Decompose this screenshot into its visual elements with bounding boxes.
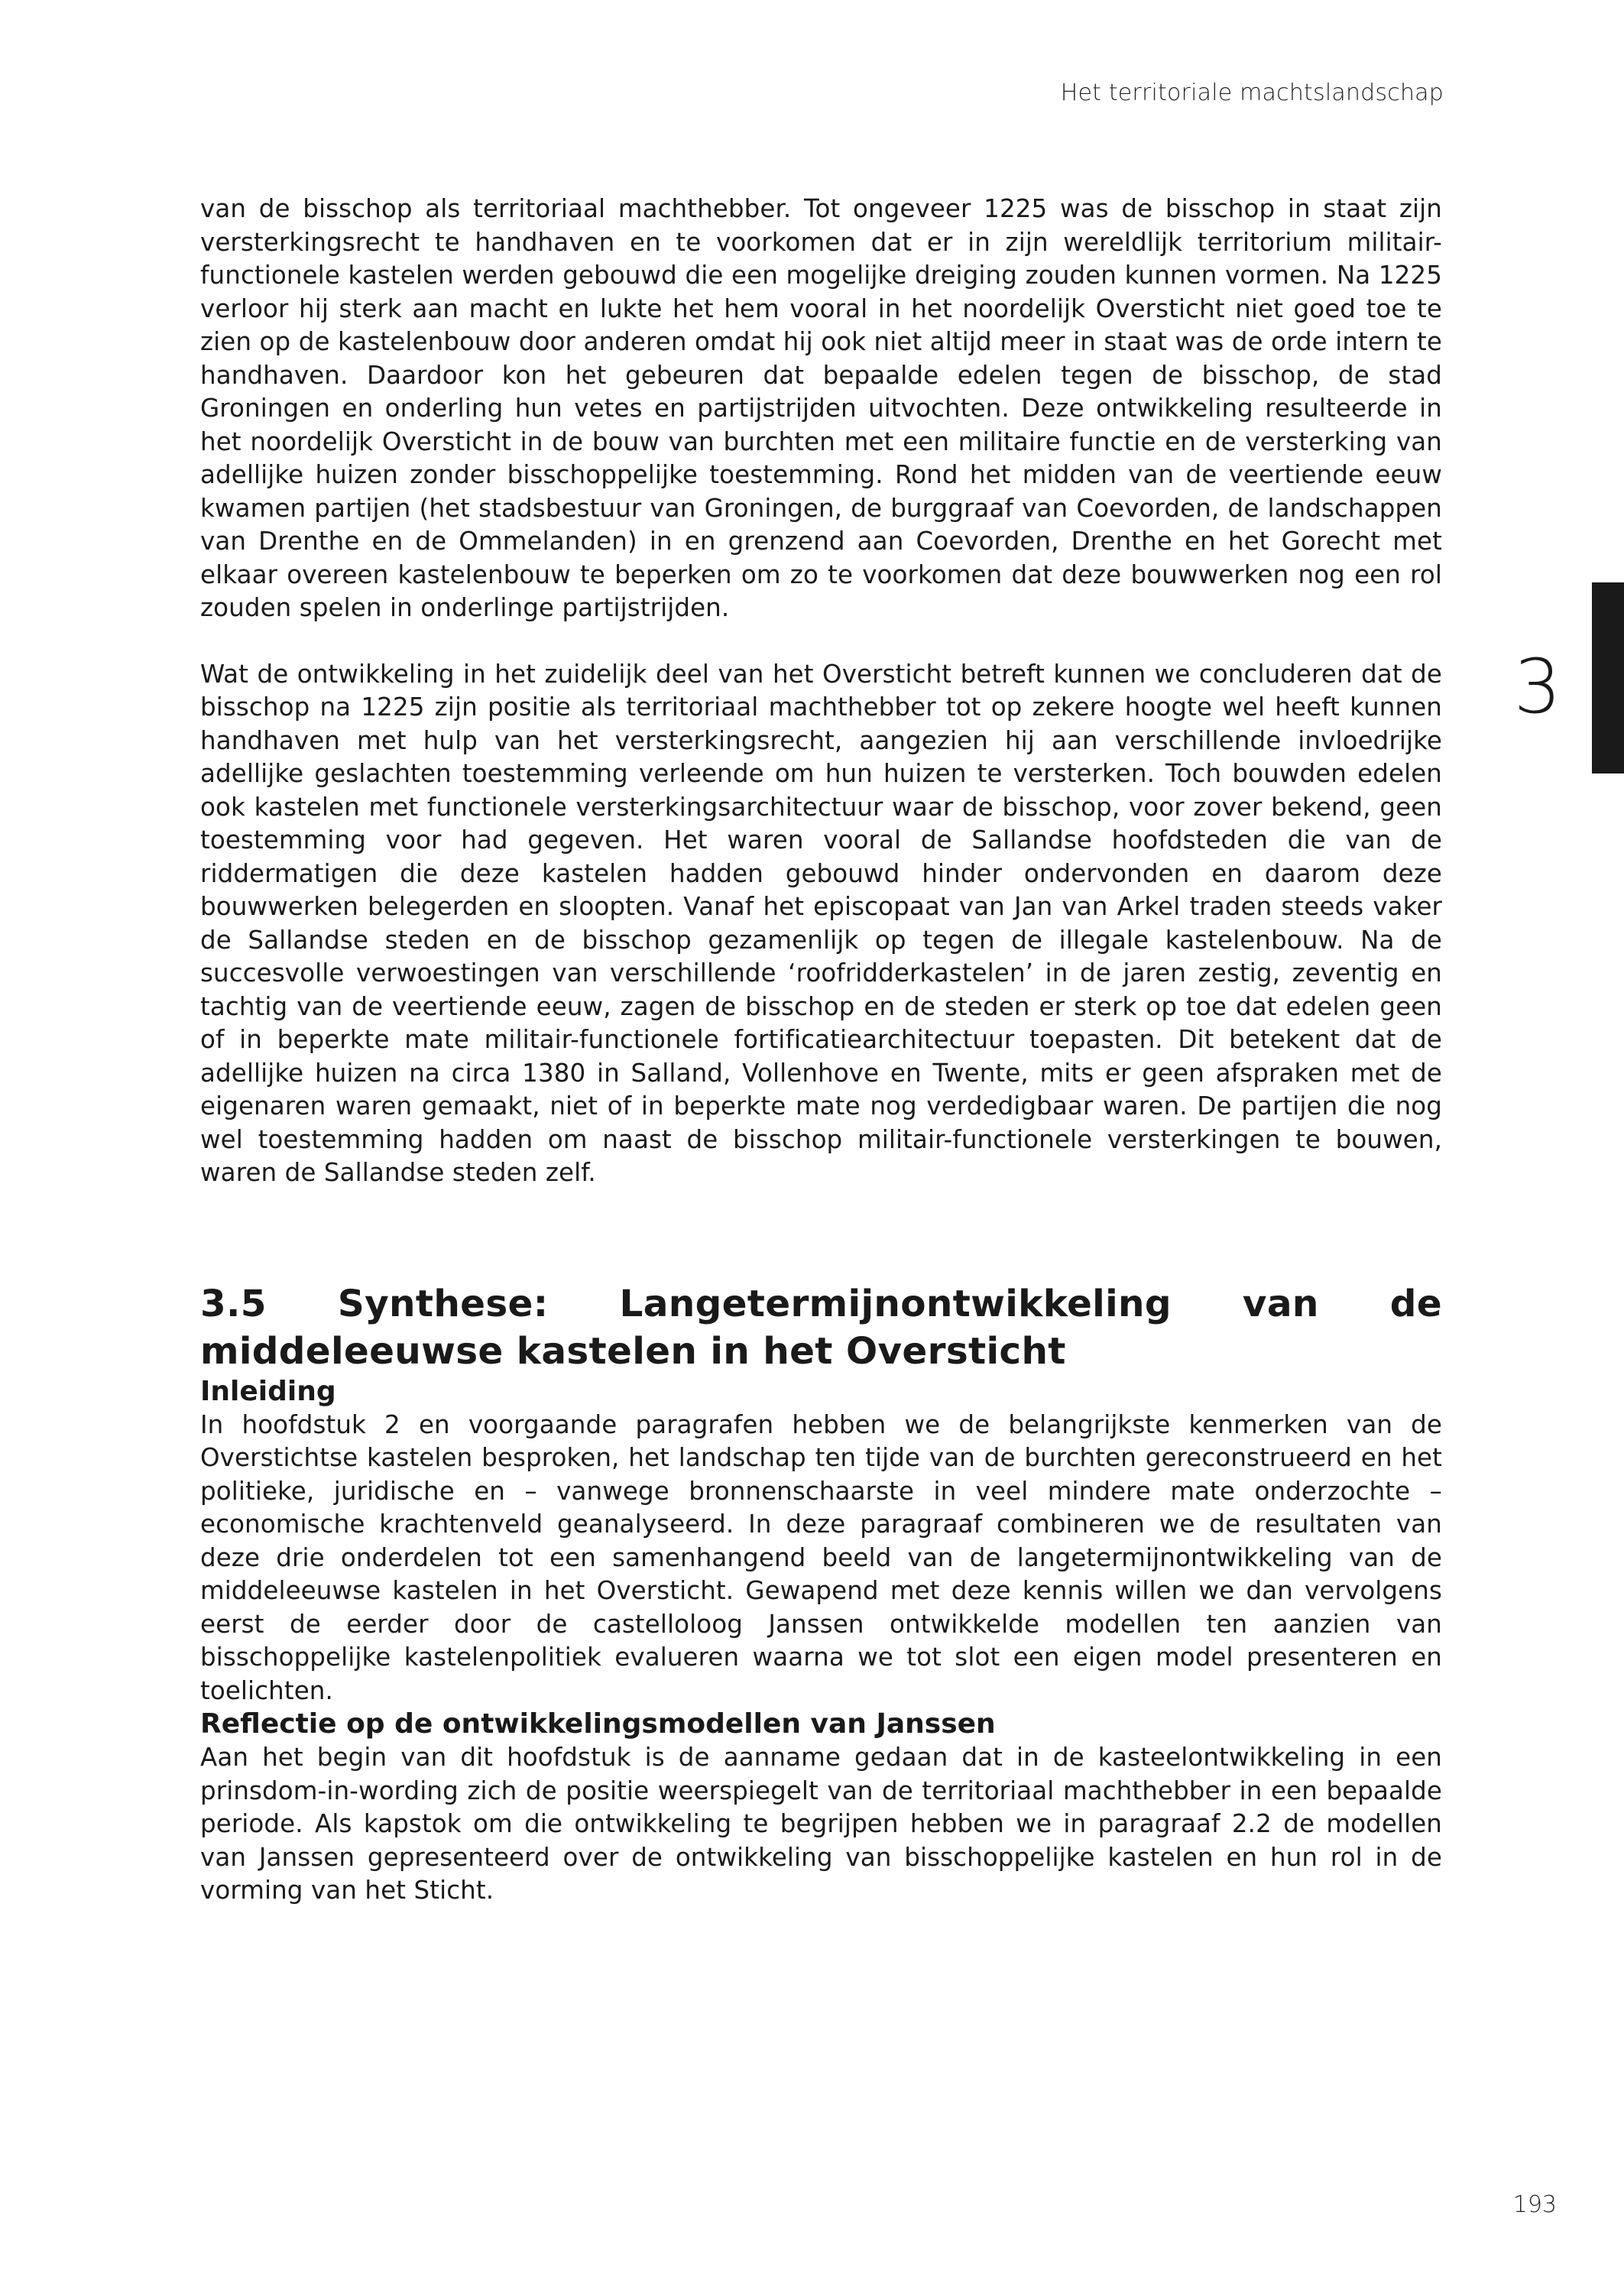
chapter-number: 3	[1513, 644, 1561, 731]
section-heading: 3.5 Synthese: Langetermijnontwikkeling van de middeleeuwse kastelen in het Oversticht	[200, 1282, 1442, 1373]
body-paragraph: van de bisschop als territoriaal machthebber. Tot ongeveer 1225 was de bisschop in staat zijn versterkingsrecht te handhaven en te voorkomen dat er in zijn wereldlijk territorium militair-functionele kastelen werden gebouwd die een mogelijke dreiging zouden kunnen vormen. Na 1225 verloor hij sterk aan macht en lukte het hem vooral in het noordelijk Oversticht niet goed toe te zien op de kastelenbouw door anderen omdat hij ook niet altijd meer in staat was de orde intern te handhaven. Daardoor kon het gebeuren dat bepaalde edelen tegen de bisschop, de stad Groningen en onderling hun vetes en partijstrijden uitvochten. Deze ontwikkeling resulteerde in het noordelijk Oversticht in de bouw van burchten met een militaire functie en de versterking van adellijke huizen zonder bisschoppelijke toestemming. Rond het midden van de veertiende eeuw kwamen partijen (het stadsbestuur van Groningen, de burggraaf van Coevorden, de landschappen van Drenthe en de Ommelanden) in en grenzend aan Coevorden, Drenthe en het Gorecht met elkaar overeen kastelenbouw te beperken om zo te voorkomen dat deze bouwwerken nog een rol zouden spelen in onderlinge partijstrijden.	[200, 194, 1442, 622]
page-content	[200, 193, 1442, 1908]
chapter-thumb-tab	[1592, 582, 1624, 774]
body-paragraph: Wat de ontwikkeling in het zuidelijk deel van het Oversticht betreft kunnen we concluderen dat de bisschop na 1225 zijn positie als territoriaal machthebber tot op zekere hoogte wel heeft kunnen handhaven met hulp van het versterkingsrecht, aangezien hij aan verschillende invloedrijke adellijke geslachten toestemming verleende om hun huizen te versterken. Toch bouwden edelen ook kastelen met functionele versterkingsarchitectuur waar de bisschop, voor zover bekend, geen toestemming voor had gegeven. Het waren vooral de Sallandse hoofdsteden die van de riddermatigen die deze kastelen hadden gebouwd hinder ondervonden en daarom deze bouwwerken belegerden en sloopten. Vanaf het episcopaat van Jan van Arkel traden steeds vaker de Sallandse steden en de bisschop gezamenlijk op tegen de illegale kastelenbouw. Na de succesvolle verwoestingen van verschillende ‘roofridderkastelen’ in de jaren zestig, zeventig en tachtig van de veertiende eeuw, zagen de bisschop en de steden er sterk op toe dat edelen geen of in beperkte mate militair-functionele fortificatiearchitectuur toepasten. Dit betekent dat de adellijke huizen na circa 1380 in Salland, Vollenhove en Twente, mits er geen afspraken met de eigenaren waren gemaakt, niet of in beperkte mate nog verdedigbaar waren. De partijen die nog wel toestemming hadden om naast de bisschop militair-functionele versterkingen te bouwen, waren de Sallandse steden zelf.	[200, 659, 1442, 1187]
subheading-reflectie: Reflectie op de ontwikkelingsmodellen van Janssen	[200, 1708, 996, 1740]
page-number: 193	[1512, 2191, 1557, 2218]
running-header: Het territoriale machtslandschap	[1060, 79, 1444, 106]
body-paragraph: Aan het begin van dit hoofdstuk is de aanname gedaan dat in de kasteelontwikkeling in een prinsdom-in-wording zich de positie weerspiegelt van de territoriaal machthebber in een bepaalde periode. Als kapstok om die ontwikkeling te begrijpen hebben we in paragraaf 2.2 de modellen van Janssen gepresenteerd over de ontwikkeling van bisschoppelijke kastelen en hun rol in de vorming van het Sticht.	[200, 1743, 1442, 1905]
subheading-inleiding: Inleiding	[200, 1375, 336, 1407]
body-paragraph: In hoofdstuk 2 en voorgaande paragrafen hebben we de belangrijkste kenmerken van de Overstichtse kastelen besproken, het landschap ten tijde van de burchten gereconstrueerd en het politieke, juridische en – vanwege bronnenschaarste in veel mindere mate onderzochte – economische krachtenveld geanalyseerd. In deze paragraaf combineren we de resultaten van deze drie onderdelen tot een samenhangend beeld van de langetermijnontwikkeling van de middeleeuwse kastelen in het Oversticht. Gewapend met deze kennis willen we dan vervolgens eerst de eerder door de castelloloog Janssen ontwikkelde modellen ten aanzien van bisschoppelijke kastelenpolitiek evalueren waarna we tot slot een eigen model presenteren en toelichten.	[200, 1409, 1442, 1705]
